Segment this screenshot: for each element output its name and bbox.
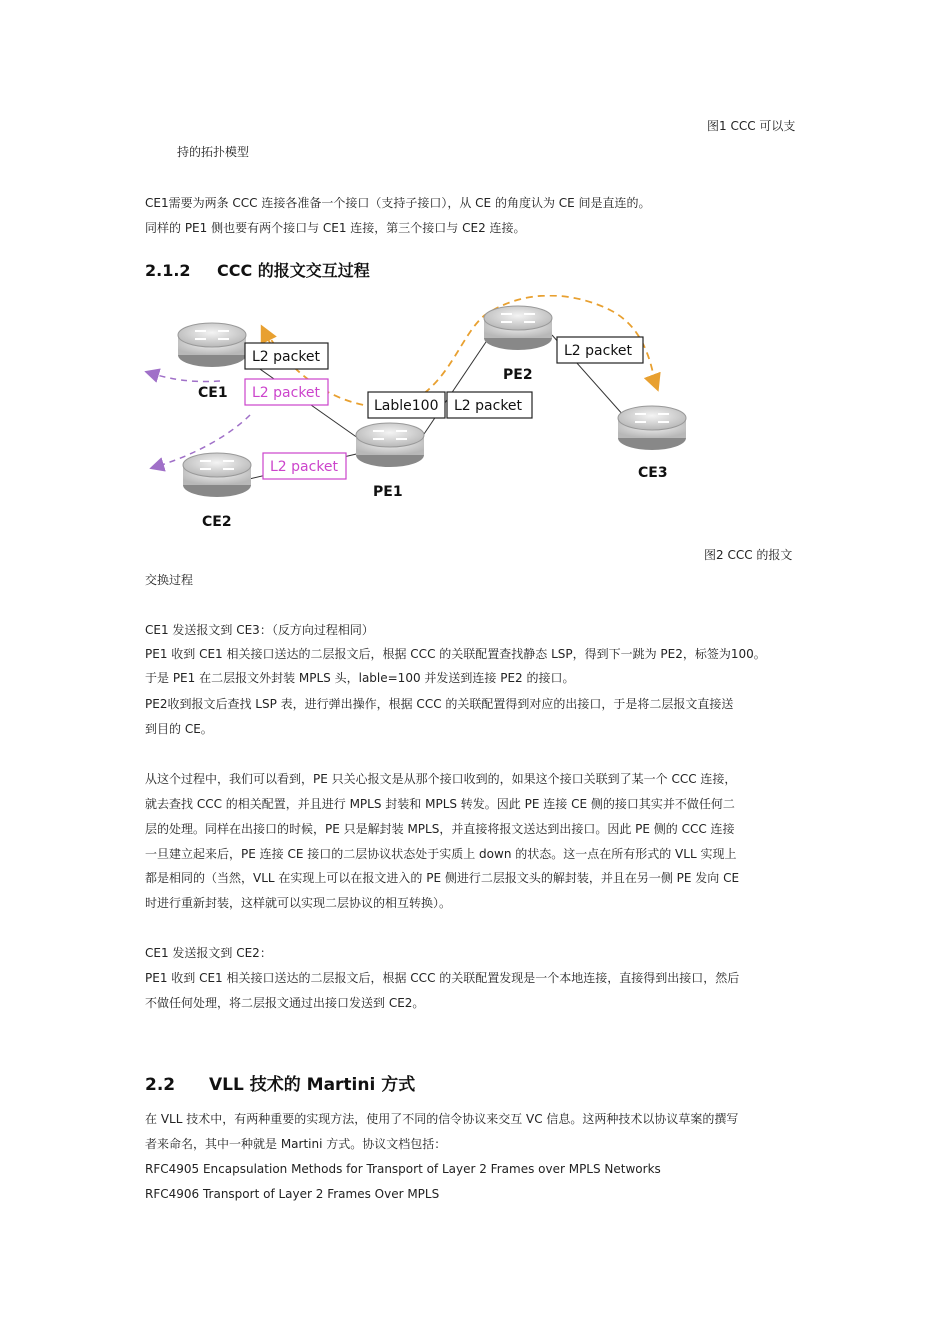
section-heading-2-1-2	[145, 261, 370, 281]
process-line-6: 时进行重新封装，这样就可以实现二层协议的相互转换）。	[145, 896, 452, 910]
rfc4905-line: RFC4905 Encapsulation Methods for Transport of Layer 2 Frames over MPLS Networks	[145, 1162, 661, 1176]
flow1-line-2: 于是 PE1 在二层报文外封装 MPLS 头，lable=100 并发送到连接 PE2 的接口。	[145, 671, 575, 685]
label-pe1: PE1	[373, 484, 403, 500]
link-pe1-pe2	[422, 333, 492, 437]
flow2-line-1: PE1 收到 CE1 相关接口送达的二层报文后，根据 CCC 的关联配置发现是一个本地连接，直接得到出接口，然后	[145, 971, 740, 985]
router-ce2-icon	[183, 453, 251, 497]
packet-text-mpls: L2 packet	[454, 398, 523, 414]
rfc4906-line: RFC4906 Transport of Layer 2 Frames Over MPLS	[145, 1187, 440, 1201]
packet-box-ce2	[263, 453, 346, 479]
section-number: 2.1.2	[145, 261, 191, 280]
label-ce3: CE3	[638, 465, 668, 481]
section-number: 2.2	[145, 1075, 176, 1095]
process-line-5: 都是相同的（当然，VLL 在实现上可以在报文进入的 PE 侧进行二层报文头的解封装，并且在另一侧 PE 发向 CE	[145, 871, 740, 885]
flow-path-ce1-return	[150, 373, 220, 382]
section-title: VLL 技术的 Martini 方式	[209, 1075, 416, 1095]
router-pe2-icon	[484, 306, 552, 350]
packet-text-ce1: L2 packet	[252, 349, 321, 365]
fig1-caption-line1: 图1 CCC 可以支	[707, 119, 796, 133]
packet-box-mpls	[447, 392, 532, 418]
packet-box-ce1	[245, 343, 328, 369]
packet-box-ce1-return	[245, 379, 328, 405]
flow1-line-3: PE2收到报文后查找 LSP 表，进行弹出操作，根据 CCC 的关联配置得到对应的出接口，于是将二层报文直接送	[145, 697, 734, 711]
router-pe1-icon	[356, 423, 424, 467]
router-ce1-icon	[178, 323, 246, 367]
process-line-3: 层的处理。同样在出接口的时候，PE 只是解封装 MPLS，并直接将报文送达到出接口。因此 PE 侧的 CCC 连接	[145, 822, 735, 836]
packet-box-label	[368, 392, 445, 418]
fig2-caption-line1: 图2 CCC 的报文	[704, 548, 793, 562]
intro-line-1: CE1需要为两条 CCC 连接各准备一个接口（支持子接口），从 CE 的角度认为 CE 间是直连的。	[145, 196, 651, 210]
flow1-title: CE1 发送报文到 CE3：（反方向过程相同）	[145, 623, 374, 637]
packet-text-ce1-return: L2 packet	[252, 385, 321, 401]
process-line-2: 就去查找 CCC 的相关配置，并且进行 MPLS 封装和 MPLS 转发。因此 PE 连接 CE 侧的接口其实并不做任何二	[145, 797, 735, 811]
flow2-title: CE1 发送报文到 CE2：	[145, 946, 272, 960]
router-ce3-icon	[618, 406, 686, 450]
label-ce2: CE2	[202, 514, 232, 530]
section-heading-2-2	[145, 1075, 415, 1095]
martini-line-2: 者来命名，其中一种就是 Martini 方式。协议文档包括：	[145, 1137, 447, 1151]
packet-text-label: Lable100	[374, 398, 439, 414]
ccc-exchange-diagram	[140, 295, 700, 535]
intro-line-2: 同样的 PE1 侧也要有两个接口与 CE1 连接，第三个接口与 CE2 连接。	[145, 221, 526, 235]
section-title: CCC 的报文交互过程	[217, 261, 370, 280]
fig1-caption-line2: 持的拓扑模型	[177, 145, 250, 159]
flow2-line-2: 不做任何处理，将二层报文通过出接口发送到 CE2。	[145, 996, 425, 1010]
label-pe2: PE2	[503, 367, 533, 383]
process-line-4: 一旦建立起来后，PE 连接 CE 接口的二层协议状态处于实质上 down 的状态。这一点在所有形式的 VLL 实现上	[145, 847, 737, 861]
martini-line-1: 在 VLL 技术中，有两种重要的实现方法，使用了不同的信令协议来交互 VC 信息。这两种技术以协议草案的撰写	[145, 1112, 739, 1126]
flow1-line-1: PE1 收到 CE1 相关接口送达的二层报文后，根据 CCC 的关联配置查找静态 LSP，得到下一跳为 PE2，标签为100。	[145, 647, 766, 661]
packet-text-pe2: L2 packet	[564, 343, 633, 359]
flow1-line-4: 到目的 CE。	[145, 722, 213, 736]
packet-box-pe2	[557, 337, 643, 363]
fig2-caption-line2: 交换过程	[145, 573, 194, 587]
packet-text-ce2: L2 packet	[270, 459, 339, 475]
process-line-1: 从这个过程中，我们可以看到，PE 只关心报文是从那个接口收到的，如果这个接口关联到了某一个 CCC 连接，	[145, 772, 737, 786]
label-ce1: CE1	[198, 385, 228, 401]
